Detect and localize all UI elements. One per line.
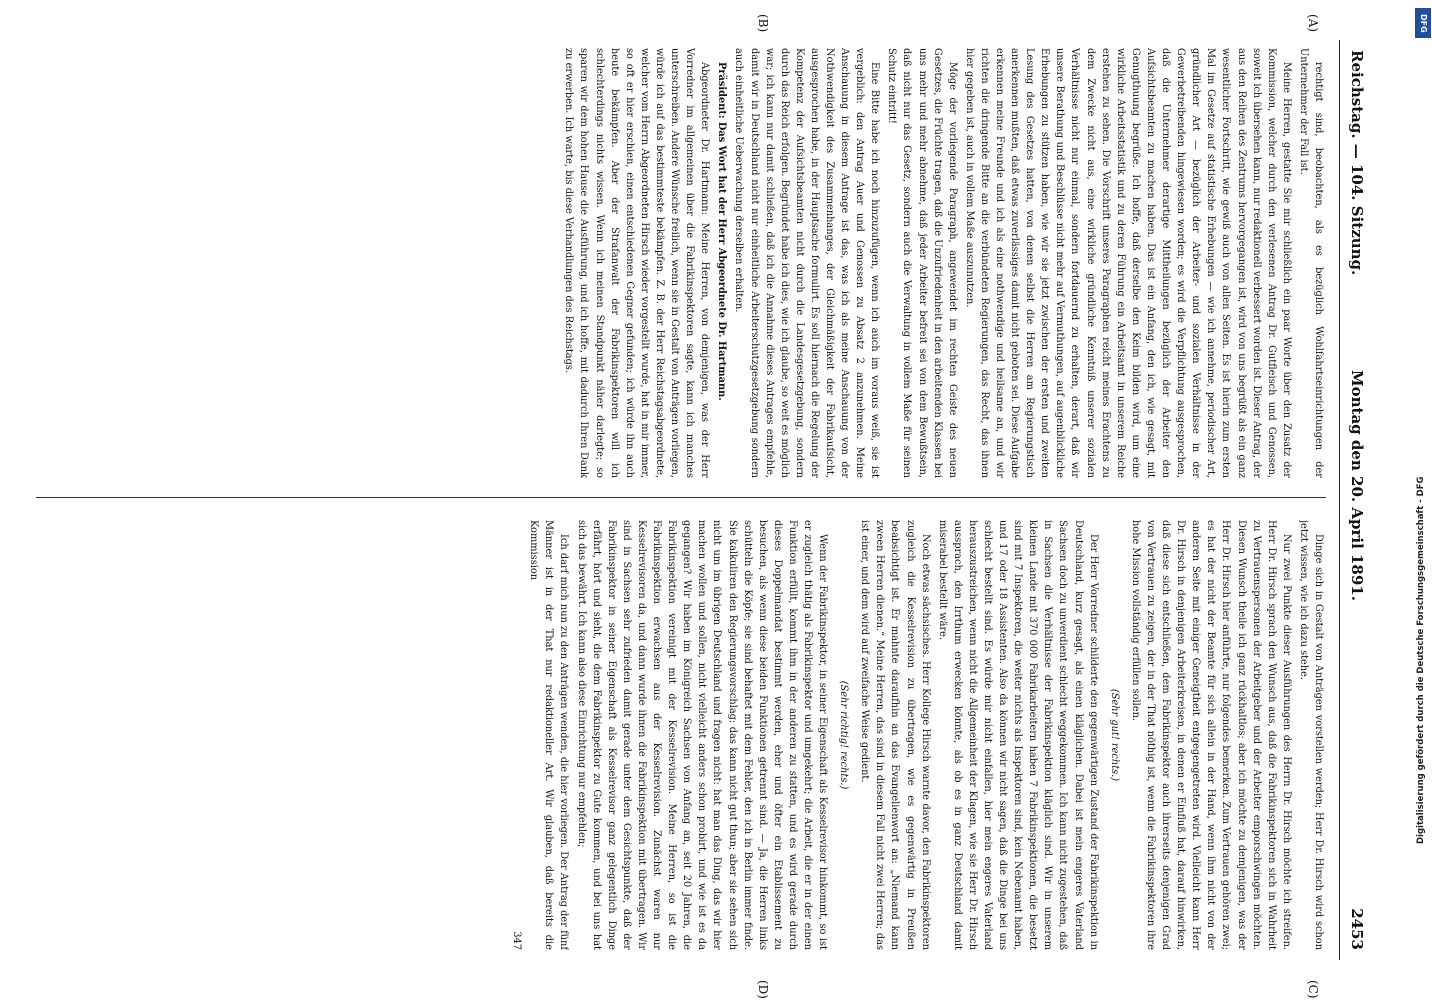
column-marker-b: (B) xyxy=(756,14,770,33)
paragraph: Ich darf mich nun zu den Anträgen wenden, die hier vorliegen. Der Antrag der fünf Männer ist in der That nur redaktioneller Art. Wir glauben, daß bereits die Kommission xyxy=(528,520,570,950)
dfg-logo: DFG xyxy=(1415,8,1431,38)
digitization-sidebar xyxy=(1414,0,1432,1000)
paragraph: Noch etwas sächsisches. Herr Kollege Hirsch warnte davor, den Fabrikinspektoren zugleich die Kesselrevision zu übertragen, wie es gegenwärtig in Preußen beabsichtigt ist. Er mahnte daraufhin an das Evangelienwort an: „Niemand kann zween Herren dienen.“ Meine Herren, das sind in diesem Fall nicht zwei Herren; das ist einer, und dem wird auf zweifache Weise gedient. xyxy=(859,520,931,950)
paragraph: Wenn der Fabrikinspektor, in seiner Eigenschaft als Kesselrevisor hinkommt, so ist er zugleich thätig als Fabrikinspektor und umgekehrt; die Arbeit, die er in der einen Funktion erfüllt, kommt ihm in der anderen zu statten, und es wird gerade durch dieses Doppelmandat bestimmt werden, eher und öfter ein Etablissement zu besuchen, als wenn diese beiden Funktionen getrennt sind. — Ja, die Herren links schütteln die Köpfe; sie sind behaftet mit dem Fehler, den ich in Berlin immer finde. Sie kalkuliren den Regierungsvorschlag: das kann nicht gut thun; aber sie sehen sich nicht um im übrigen Deutschland und fragen nicht: hat man das Ding, das wir hier machen wollen und sollen, nicht vielleicht anders schon probirt, und wie ist es da gegangen? Wir haben im Königreich Sachsen von Anfang an, seit 20 Jahren, die Fabrikinspektion vereinigt mit der Kesselrevision. Meine Herren, so ist die Fabrikinspektion erwachsen aus der Kesselrevision. Zunächst waren nur Kesselrevisoren da, und dann wurde ihnen die Fabrikinspektion mit übertragen. Wir sind in Sachsen sehr zufrieden damit gerade unter dem Gesichtspunkte, daß der Fabrikinspektor in seiner Eigenschaft als Kesselrevisor ganz gelegentlich Dinge erfährt, hört und sieht, die dem Fabrikinspektor zu Gute kommen, und bei uns hat sich das bewährt. Ich kann also diese Einrichtung nur empfehlen; xyxy=(575,520,829,950)
column-marker-d: (D) xyxy=(756,980,770,999)
paragraph: Der Herr Vorredner schilderte den gegenwärtigen Zustand der Fabrikinspektion in Deutschland, kurz gesagt, als einen kläglichen. Dabei ist mein engeres Vaterland Sachsen doch zu unverdient schlecht weggekommen. Ich kann nicht zugestehen, daß in Sachsen die Verhältnisse der Fabrikinspektion kläglich sind. Wir in unserem kleinen Lande mit 370 000 Fabrikarbeitern haben 7 Fabrikinspektionen, die besetzt sind mit 7 Inspektoren, die weiter nichts als Inspektoren sind, kein Nebenamt haben, und 17 oder 18 Assistenten. Also da können wir nicht sagen, daß die Dinge bei uns schlecht bestellt sind. Es würde mir nicht einfallen, hier mein engeres Vaterland herauszustreichen, wenn nicht die Allgemeinheit der Klagen, wie sie Herr Dr. Hirsch aussprach, den Irrthum erwecken könnte, als ob es in ganz Deutschland damit miserabel bestellt wäre. xyxy=(936,520,1099,950)
page-number: 2453 xyxy=(1348,908,1366,950)
paragraph: Eine Bitte habe ich noch hinzuzufügen, wenn ich auch im voraus weiß, sie ist vergeblich: den Antrag Auer und Genossen zu Absatz 2 anzunehmen. Meine Anschauung in diesem Antrage ist das, was ich als meine Anschauung von der Nothwendigkeit des Zusammenhanges, der Gleichmäßigkeit der Fabrikaufsicht, ausgesprochen habe, in der Hauptsache formulirt. Es soll hiernach die Regelung der Kompetenz der Aufsichtsbeamten nicht durch die Landesgesetzgebung, sondern durch das Reich erfolgen. Begründet habe ich dies, wie ich glaube, so weit es möglich war; ich kann nur damit schließen, daß ich die Annahme dieses Antrages empfehle, damit wir in Deutschland nicht nur einheitliche Arbeiterschutzgesetzgebung sondern auch einheitliche Ueberwachung derselben erhalten. xyxy=(733,48,881,478)
right-column xyxy=(36,520,1326,950)
running-head-date: Montag den 20. April 1891. xyxy=(1348,370,1366,601)
speaker-paragraph: Präsident: Das Wort hat der Herr Abgeordnete Dr. Hartmann. xyxy=(716,62,728,401)
column-divider xyxy=(36,497,1326,498)
page-signature: 347 xyxy=(511,931,523,950)
paragraph: Abgeordneter Dr. Hartmann: Meine Herren, von demjenigen, was der Herr Vorredner im allgemeinen über die Fabrikinspektoren sagte, kann ich manches unterschreiben. Andere Wünsche freilich, wenn sie in Gestalt von Anträgen vorliegen, würde ich auf das bestimmteste bekämpfen. Z. B. der Herr Reichstagsabgeordnete, welcher vom Herrn Abgeordneten Hirsch wieder vorgestellt wurde, hat in mir immer, so oft er hier erschien, einen entschiedenen Gegner gefunden; ich würde ihn auch heute bekämpfen. Aber der Strafanwalt der Fabrikinspektoren will ich schlechterdings nichts wissen. Wenn ich meinen Standpunkt näher darlegte; so sparen wir dem hohen Hause die Ausführung, und ich hoffe, mit dadurch Ihren Dank zu erwerben. Ich warte, bis diese Verhandlungen des Reichstags. xyxy=(563,48,711,478)
interjection: (Sehr richtig! rechts.) xyxy=(838,680,850,790)
left-column xyxy=(36,48,1326,478)
paragraph: rechtigt sind, beobachten, als es bezüglich Wohlfahrtseinrichtungen der Unternehmer der Fall ist. xyxy=(1297,48,1324,478)
running-head-left: Reichstag. — 104. Sitzung. xyxy=(1348,50,1366,276)
running-head xyxy=(1339,40,1370,960)
paragraph: Meine Herren, gestatte Sie mir schließlich ein paar Worte über den Zusatz der Kommission, welcher durch den verlesenen Antrag Dr. Gutfleisch und Genossen, soweit ich übersehen kann, nur redaktionell verbessert worden ist. Dieser Antrag, der aus den Reihen des Zentrums hervorgegangen ist, wird von uns begrüßt als ein ganz wesentlicher Fortschritt, wie gewiß auch von allen Seiten. Es ist hierin zum ersten Mal im Gesetze auf statistische Erhebungen — wie ich annehme, periodischer Art, gründlicher Art — bezüglich der Arbeiter- und sozialen Verhältnisse in der Gewerbetreibenden hingewiesen worden; es wird die Verpflichtung ausgesprochen, daß die Unternehmer derartige Mittheilungen bezüglich der Arbeiter den Aufsichtsbeamten zu machen haben. Das ist ein Anfang, den ich, wie gesagt, mit Genugthuung begrüße. Ich hoffe, daß derselbe den Keim bilden wird, um eine wirkliche Arbeitsstatistik und zu deren Führung ein Arbeitsamt in unserem Reiche erstehen zu sehen. Die Vorschrift unseres Paragraphen reicht meines Erachtens zu dem Zwecke nicht aus, eine wirkliche gründliche Kenntniß unserer sozialen Verhältnisse nicht nur einmal, sondern fortdauernd zu erhalten, derart, daß wir unsere Berathung und Beschlüsse nicht mehr auf Vermuthungen, auf augenblickliche Erhebungen zu stützen haben, wie wir sie jetzt zwischen der ersten und zweiten Lesung des Gesetzes hatten, von denen selbst die Herren am Regierungstisch anerkennen mußten, daß etwas zuverlässiges damit nicht geboten sei. Diese Aufgabe erkennen meine Freunde und ich als eine nothwendige und heilsame an, und wir richten die dringende Bitte an die verbündeten Regierungen, das Recht, das ihnen hier gegeben ist, auch in vollem Maße auszunutzen. xyxy=(963,48,1292,478)
column-marker-a: (A) xyxy=(1306,14,1320,33)
paragraph: Nur zwei Punkte dieser Ausführungen des Herrn Dr. Hirsch möchte ich streifen. Herr Dr. Hirsch sprach den Wunsch aus, daß die Fabrikinspektoren sich in Wahrheit zu Vertrauenspersonen der Arbeitgeber und der Arbeiter emporschwingen möchten. Diesen Wunsch theile ich ganz rückhaltlos; aber ich möchte zu demjenigen, was der Herr Dr. Hirsch hier anführte, nur folgendes bemerken. Zum Vertrauen gehören zwei; es hat der nicht der Beamte für sich allein in der Hand, wenn ihm nicht von der anderen Seite mit einiger Geneigtheit entgegengetreten wird. Vielleicht kann Herr Dr. Hirsch in denjenigen Arbeiterkreisen, in denen er Einfluß hat, darauf hinwirken, daß diese sich entschließen, dem Fabrikinspektor auch ihrerseits denjenigen Grad von Vertrauen zu zeigen, der in der That nöthig ist, wenn die Fabrikinspektoren ihre hohe Mission vollständig erfüllen sollen. xyxy=(1129,520,1292,950)
paragraph: Möge der vorliegende Paragraph, angewendet im rechten Geiste des neuen Gesetzes, die Früchte tragen, daß die Unzufriedenheit in den arbeitenden Klassen bei uns mehr und mehr abnehme, daß jeder Arbeiter befreit sei von dem Bewußtsein, daß nicht nur das Gesetz, sondern auch die Verwaltung in vollem Maße für seinen Schutz eintritt! xyxy=(886,48,958,478)
column-marker-c: (C) xyxy=(1306,980,1320,999)
digitization-credit: Digitalisierung gefördert durch die Deutsche Forschungsgemeinschaft - DFG xyxy=(1416,476,1426,844)
interjection: (Sehr gut! rechts.) xyxy=(1108,688,1120,782)
paragraph: Dinge sich in Gestalt von Anträgen vorstellen werden; Herr Dr. Hirsch wird schon jetzt wissen, wie ich dazu stehe. xyxy=(1297,520,1324,950)
